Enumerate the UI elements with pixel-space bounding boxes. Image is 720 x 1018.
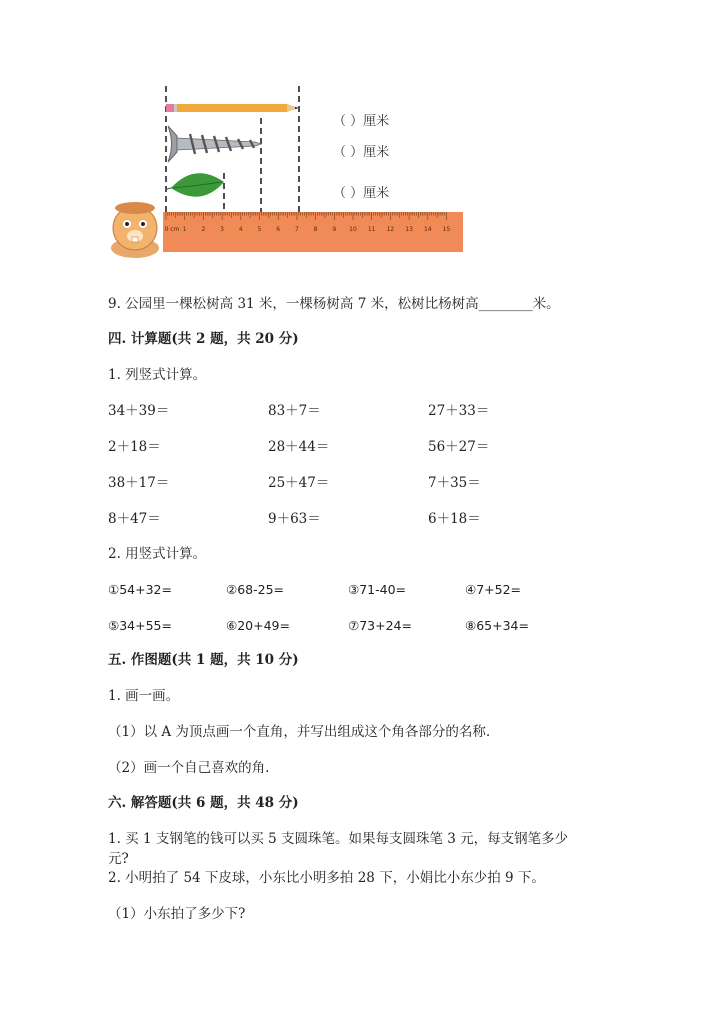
screw-length-blank: （ ）厘米 [333, 145, 390, 160]
calc-item: 27＋33＝ [428, 403, 490, 419]
calc-item: 38＋17＝ [108, 475, 170, 491]
pencil-icon [166, 104, 299, 112]
calc-item: 25＋47＝ [268, 475, 330, 491]
section-4-heading: 四. 计算题(共 2 题，共 20 分) [108, 331, 299, 347]
pencil-length-blank: （ ）厘米 [333, 114, 390, 129]
question-9: 9. 公园里一棵松树高 31 米，一棵杨树高 7 米，松树比杨树高________米。 [108, 296, 560, 312]
ruler-tick-label: 15 [442, 226, 451, 233]
vertical-calc-item: ⑧65+34= [465, 618, 529, 633]
section-5-heading: 五. 作图题(共 1 题，共 10 分) [108, 652, 299, 668]
section-6-q2: 2. 小明拍了 54 下皮球，小东比小明多拍 28 下，小娟比小东少拍 9 下。 [108, 870, 545, 886]
section-5-part-2: （2）画一个自己喜欢的角. [108, 760, 270, 776]
vertical-calc-item: ②68-25= [226, 582, 285, 597]
calc-item: 56＋27＝ [428, 439, 490, 455]
ruler-tick-label: 6 [276, 226, 281, 233]
calc-item: 2＋18＝ [108, 439, 161, 455]
ruler-tick-label: 2 [201, 226, 206, 233]
ruler-tick-label: 9 [332, 226, 337, 233]
ruler-tick-label: 0 cm [164, 226, 180, 233]
calc-item: 9＋63＝ [268, 511, 321, 527]
vertical-calc-item: ③71-40= [348, 582, 407, 597]
section-6-q2-part-1: （1）小东拍了多少下? [108, 906, 246, 922]
vertical-calc-item: ④7+52= [465, 582, 522, 597]
ruler-tick-label: 12 [386, 226, 395, 233]
beaver-mascot-icon [111, 202, 159, 258]
vertical-calc-item: ①54+32= [108, 582, 172, 597]
leaf-length-blank: （ ）厘米 [333, 186, 390, 201]
calc-item: 8＋47＝ [108, 511, 161, 527]
ruler-tick-label: 5 [257, 226, 262, 233]
calc-item: 34＋39＝ [108, 403, 170, 419]
calc-item: 7＋35＝ [428, 475, 481, 491]
ruler-tick-label: 8 [313, 226, 318, 233]
vertical-calc-item: ⑤34+55= [108, 618, 172, 633]
ruler-tick-label: 3 [220, 226, 225, 233]
ruler-tick-label: 14 [423, 226, 432, 233]
ruler-tick-label: 11 [367, 226, 376, 233]
measurement-figure [105, 78, 470, 260]
vertical-calc-item: ⑥20+49= [226, 618, 290, 633]
section-5-q1: 1. 画一画。 [108, 688, 180, 704]
ruler-tick-label: 13 [405, 226, 413, 233]
section-4-q1: 1. 列竖式计算。 [108, 367, 207, 383]
vertical-calc-item: ⑦73+24= [348, 618, 412, 633]
section-4-q2: 2. 用竖式计算。 [108, 546, 207, 562]
calc-item: 6＋18＝ [428, 511, 481, 527]
calc-item: 83＋7＝ [268, 403, 321, 419]
ruler-tick-label: 4 [238, 226, 243, 233]
section-6-q1-line1: 1. 买 1 支钢笔的钱可以买 5 支圆珠笔。如果每支圆珠笔 3 元，每支钢笔多少 [108, 831, 569, 847]
ruler-tick-label: 7 [294, 226, 299, 233]
ruler [163, 212, 463, 252]
screw-icon [168, 126, 261, 162]
section-6-q1-line2: 元? [108, 851, 129, 867]
leaf-icon [167, 173, 224, 196]
section-6-heading: 六. 解答题(共 6 题，共 48 分) [108, 795, 299, 811]
ruler-tick-label: 1 [182, 226, 187, 233]
calc-item: 28＋44＝ [268, 439, 330, 455]
section-5-part-1: （1）以 A 为顶点画一个直角，并写出组成这个角各部分的名称. [108, 724, 491, 740]
ruler-tick-label: 10 [349, 226, 357, 233]
